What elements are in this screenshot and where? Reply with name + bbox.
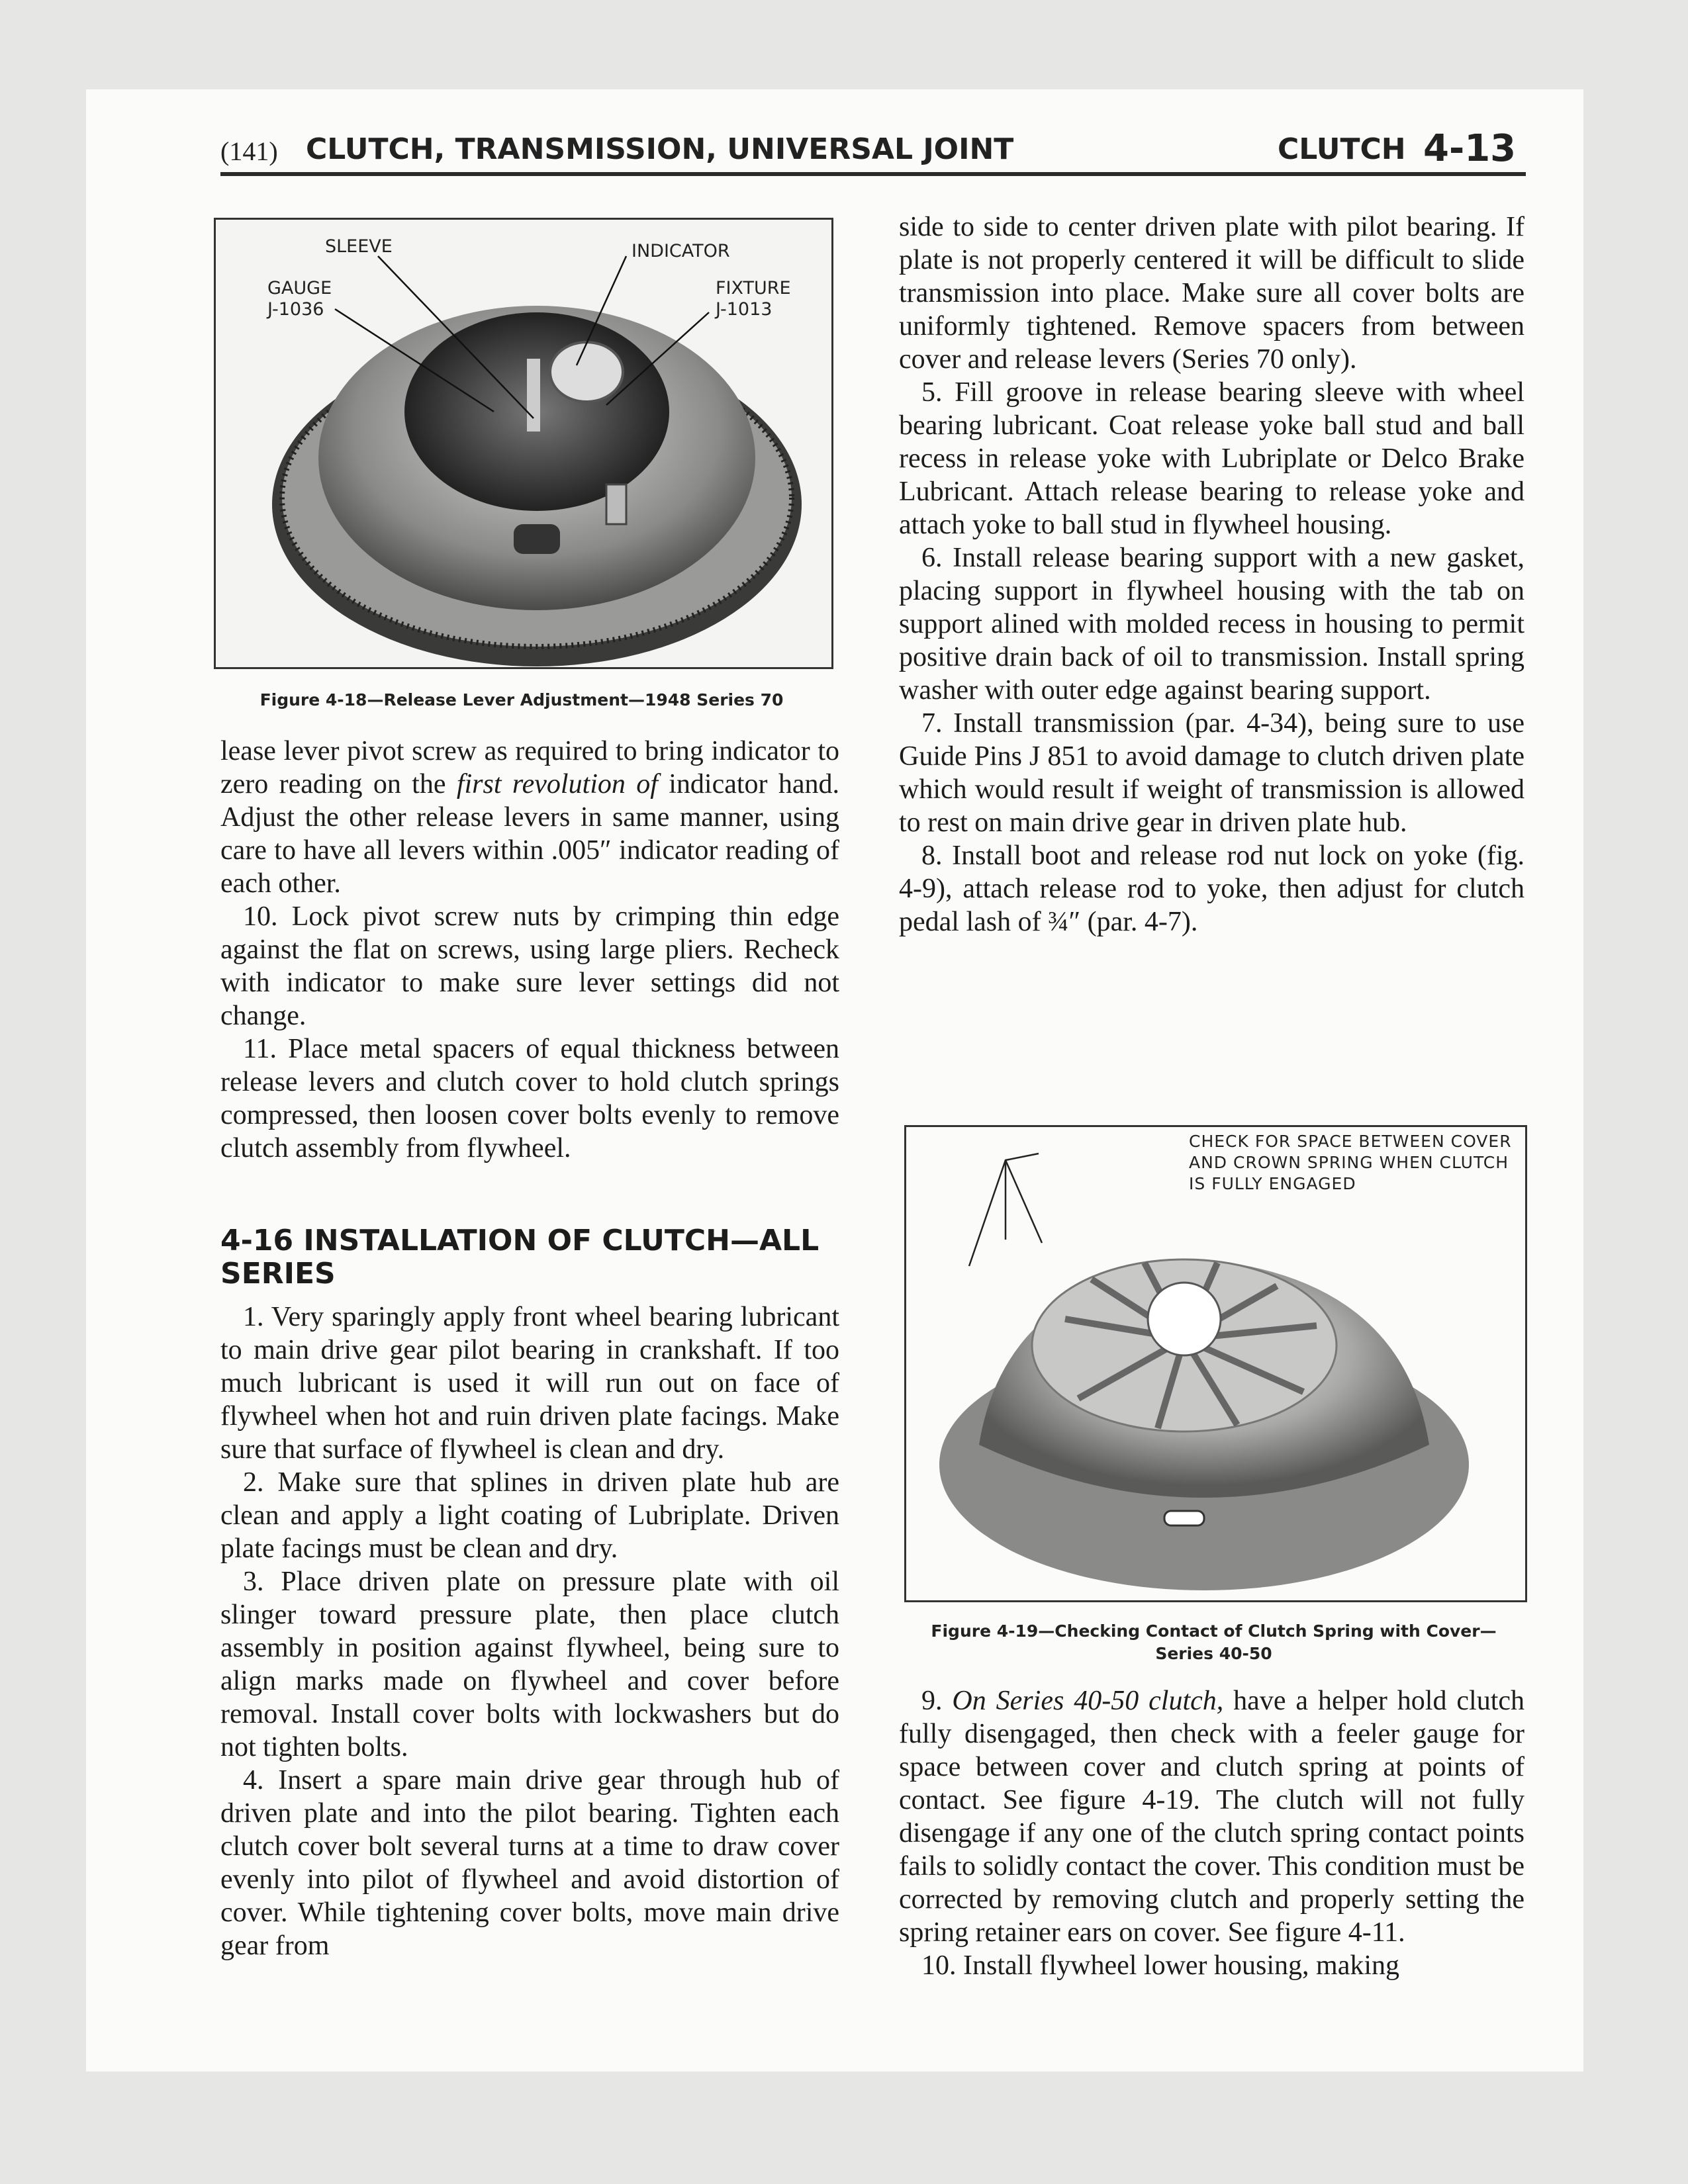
- chapter-title: CLUTCH, TRANSMISSION, UNIVERSAL JOINT: [306, 132, 1014, 166]
- step-10: 10. Lock pivot screw nuts by crimping thin edge against the flat on screws, using large pliers. Recheck with indicator to make sure lever settings did not change.: [220, 901, 839, 1031]
- install-step-1: 1. Very sparingly apply front wheel bearing lubricant to main drive gear pilot bearing in crankshaft. If too much lubricant is used it will run out on face of flywheel when hot and ruin driven plate facings. Make sure that surface of flywheel is clean and dry.: [220, 1302, 839, 1465]
- header-rule: [220, 172, 1526, 176]
- install-step-2: 2. Make sure that splines in driven plate hub are clean and apply a light coating of Lubriplate. Driven plate facings must be clean and dry.: [220, 1467, 839, 1564]
- label-sleeve: SLEEVE: [325, 236, 393, 257]
- page-number: (141): [220, 136, 278, 166]
- install-step-6: 6. Install release bearing support with a new gasket, placing support in flywheel housing with the tab on support alined with molded recess in housing to permit positive drain back of oil to transmission. Install spring washer with outer edge against bearing support.: [899, 543, 1524, 705]
- left-column-top: [220, 735, 839, 1165]
- caption-line-1: Figure 4-19—Checking Contact of Clutch Spring with Cover—: [931, 1621, 1497, 1641]
- label-fixture: FIXTURE: [716, 278, 791, 298]
- figure-4-19-label: CHECK FOR SPACE BETWEEN COVER AND CROWN SPRING WHEN CLUTCH IS FULLY ENGAGED: [1189, 1132, 1512, 1193]
- right-column-top: [899, 210, 1524, 938]
- figure-4-19: [904, 1125, 1527, 1602]
- clutch-cover-image: [906, 1127, 1525, 1600]
- install-step-9: 9. On Series 40-50 clutch, have a helper hold clutch fully disengaged, then check with a feeler gauge for space between cover and clutch spring at points of contact. See figure 4-19. The clutch will not fully disengage if any one of the clutch spring contact points fails to solidly contact the cover. This condition must be corrected by removing clutch and properly setting the spring retainer ears on cover. See figure 4-11.: [899, 1686, 1525, 1948]
- section-heading: 4-16 INSTALLATION OF CLUTCH—ALL SERIES: [220, 1224, 820, 1291]
- label-fixture-number: J-1013: [716, 299, 773, 320]
- leader-lines: [216, 220, 831, 667]
- install-step-3: 3. Place driven plate on pressure plate with oil slinger toward pressure plate, then place clutch assembly in position against flywheel, being sure to align marks made on flywheel and cover before removal. Install cover bolts with lockwashers but do not tighten bolts.: [220, 1567, 839, 1762]
- install-step-5: 5. Fill groove in release bearing sleeve with wheel bearing lubricant. Coat release yoke ball stud and ball recess in release yoke with Lubriplate or Delco Brake Lubricant. Attach release bearing to release yoke and attach yoke to ball stud in flywheel housing.: [899, 377, 1524, 540]
- figure-4-18: [214, 218, 833, 669]
- figure-4-19-caption: [904, 1620, 1523, 1665]
- label-indicator: INDICATOR: [632, 241, 730, 261]
- step-4-continued: side to side to center driven plate with pilot bearing. If plate is not properly centered it will be difficult to slide transmission into place. Make sure all cover bolts are uniformly tightened. Remove spacers from between cover and release levers (Series 70 only).: [899, 212, 1524, 375]
- caption-line-2: Series 40-50: [1155, 1644, 1272, 1663]
- section-title: CLUTCH: [1278, 132, 1406, 166]
- figure-4-18-caption: Figure 4-18—Release Lever Adjustment—1948 Series 70: [259, 690, 784, 709]
- label-gauge: GAUGE: [267, 278, 332, 298]
- page-code: 4-13: [1423, 127, 1517, 170]
- step-11: 11. Place metal spacers of equal thickness between release levers and clutch cover to hold clutch springs compressed, then loosen cover bolts evenly to remove clutch assembly from flywheel.: [220, 1034, 839, 1163]
- right-column-bottom: [899, 1684, 1524, 1982]
- left-column-bottom: [220, 1300, 839, 1962]
- install-step-7: 7. Install transmission (par. 4-34), being sure to use Guide Pins J 851 to avoid damage to clutch driven plate which would result if weight of transmission is allowed to rest on main drive gear in driven plate hub.: [899, 708, 1524, 838]
- install-step-8: 8. Install boot and release rod nut lock on yoke (fig. 4-9), attach release rod to yoke, then adjust for clutch pedal lash of ¾″ (par. 4-7).: [899, 841, 1524, 937]
- install-step-10: 10. Install flywheel lower housing, making: [921, 1950, 1400, 1981]
- paragraph-continued: lease lever pivot screw as required to bring indicator to zero reading on the first revolution of indicator hand. Adjust the other release levers in same manner, using care to have all levers within .005″ indicator reading of each other.: [220, 736, 839, 899]
- install-step-4: 4. Insert a spare main drive gear through hub of driven plate and into the pilot bearing. Tighten each clutch cover bolt several turns at a time to draw cover evenly into pilot of flywheel and avoid distortion of cover. While tightening cover bolts, move main drive gear from: [220, 1765, 839, 1961]
- label-gauge-number: J-1036: [267, 299, 324, 320]
